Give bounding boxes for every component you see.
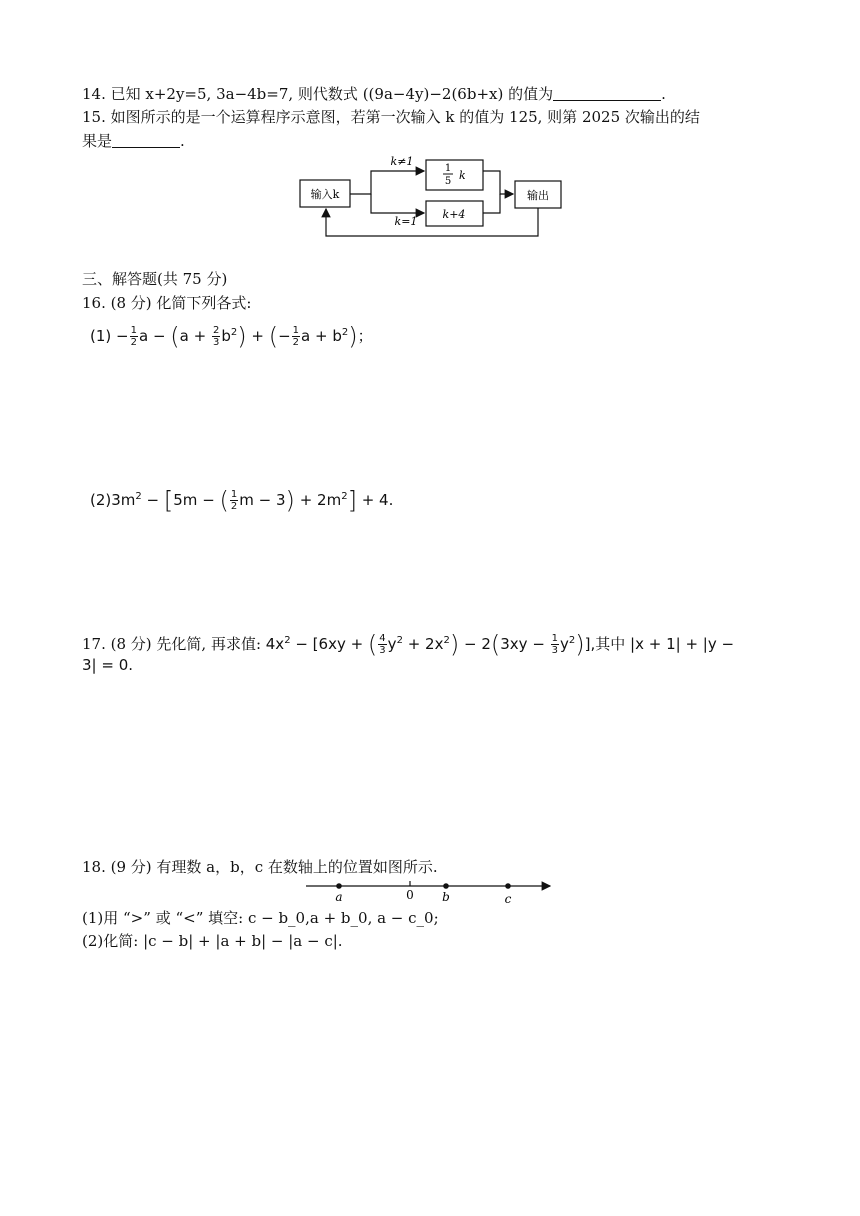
question-16-heading: 16. (8 分) 化简下列各式: — [82, 294, 252, 312]
question-17-line1: 17. (8 分) 先化简, 再求值: $4x^2 - [6xy$ + ( $\frac{4}{3}$ $y^2 + 2x^2) - 2(3xy$ − $\frac{1}{3}$ $y^2$)],其中 |x + 1| + |y − — [82, 630, 735, 659]
flow-top-box-den: 5 — [444, 176, 452, 187]
q17-2x: + 2x — [402, 635, 444, 653]
q17-lead: 17. (8 分) 先化简, 再求值: — [82, 635, 266, 653]
point-b — [443, 883, 449, 889]
p1-plus: + — [246, 327, 269, 345]
p1-term-a: a − — [138, 327, 171, 345]
label-b: b — [442, 890, 450, 904]
p2-3m: 3m — [111, 491, 136, 509]
p1-label: (1) — [90, 327, 112, 345]
question-18-part1: (1)用 “>” 或 “<” 填空: c − b_0,a + b_0, a − c_0; — [82, 909, 439, 927]
question-16-part1: (1) − $\frac{1}{2}$ a − (a + $\frac{2}{3}$ $b^2$) + (− $\frac{1}{2}$ $a + b^2$)； — [90, 322, 373, 351]
frac-1-3: $\frac{1}{3}$ — [551, 633, 559, 656]
q17-y2: y — [560, 635, 569, 653]
question-14 — [82, 84, 666, 104]
flow-top-box — [426, 160, 483, 190]
question-17-line2: 3| = 0. — [82, 656, 134, 674]
p2-label: (2) — [90, 491, 112, 509]
section-3-heading: 三、解答题(共 75 分) — [82, 270, 228, 288]
q17-4x: 4x — [265, 635, 285, 653]
flow-input-label: 输入k — [310, 188, 340, 201]
flow-bottom-condition: k=1 — [394, 215, 418, 228]
frac-1-2c: $\frac{1}{2}$ — [230, 489, 238, 512]
frac-1-2: $\frac{1}{2}$ — [130, 325, 137, 348]
q17-y: y — [387, 635, 397, 653]
p1-a-b: a + b — [301, 327, 342, 345]
flow-top-condition: k≠1 — [390, 155, 414, 168]
p1-minus: − — [116, 327, 129, 345]
q17-minus-2: − 2 — [459, 635, 491, 653]
frac-2-3: $\frac{2}{3}$ — [212, 325, 220, 348]
question-15-line2 — [82, 131, 185, 151]
q14-period: . — [661, 85, 666, 103]
q17-condition: ],其中 |x + 1| + |y − — [584, 635, 735, 653]
point-c — [505, 883, 511, 889]
question-18-part2: (2)化简: |c − b| + |a + b| − |a − c|. — [82, 932, 343, 950]
p1-minus2: − — [278, 327, 291, 345]
question-16-part2: $(2)3m^2 - [5m$ − ( $\frac{1}{2}$ $m - 3) + 2m^2] + 4$. — [90, 486, 394, 515]
flow-output-label: 输出 — [527, 189, 549, 202]
q14-text: 14. 已知 x+2y=5, 3a−4b=7, 则代数式 ((9a−4y)−2(6b+x) 的值为 — [82, 85, 554, 103]
answer-blank-14[interactable] — [553, 86, 661, 101]
flowchart-diagram — [290, 150, 570, 242]
p1-end: ； — [357, 327, 373, 345]
p2-5m: 5m − — [173, 491, 220, 509]
flow-top-box-num: 1 — [444, 163, 452, 174]
question-15-line1: 15. 如图所示的是一个运算程序示意图，若第一次输入 k 的值为 125, 则第 2025 次输出的结 — [82, 108, 700, 126]
q15-prefix: 果是 — [82, 132, 113, 150]
label-a: a — [335, 890, 343, 904]
answer-blank-15[interactable] — [112, 133, 180, 148]
p1-b: b — [221, 327, 231, 345]
question-18-heading: 18. (9 分) 有理数 a，b，c 在数轴上的位置如图所示. — [82, 858, 438, 876]
q17-6xy: − [6xy + — [290, 635, 368, 653]
number-line — [300, 872, 560, 906]
p2-end: + 4. — [356, 491, 394, 509]
label-c: c — [504, 892, 512, 906]
q17-3xy: 3xy − — [500, 635, 550, 653]
frac-1-2b: $\frac{1}{2}$ — [292, 325, 300, 348]
p2-m-3: m − 3 — [239, 491, 286, 509]
label-zero: 0 — [406, 888, 414, 902]
q15-period: . — [180, 132, 185, 150]
p2-2m: + 2m — [294, 491, 342, 509]
p1-term-a2: a + — [179, 327, 211, 345]
flow-bottom-box-label: k+4 — [442, 208, 466, 221]
point-a — [336, 883, 342, 889]
p2-minus: − — [141, 491, 164, 509]
flow-top-box-var: k — [459, 169, 466, 182]
frac-4-3: $\frac{4}{3}$ — [379, 633, 386, 656]
